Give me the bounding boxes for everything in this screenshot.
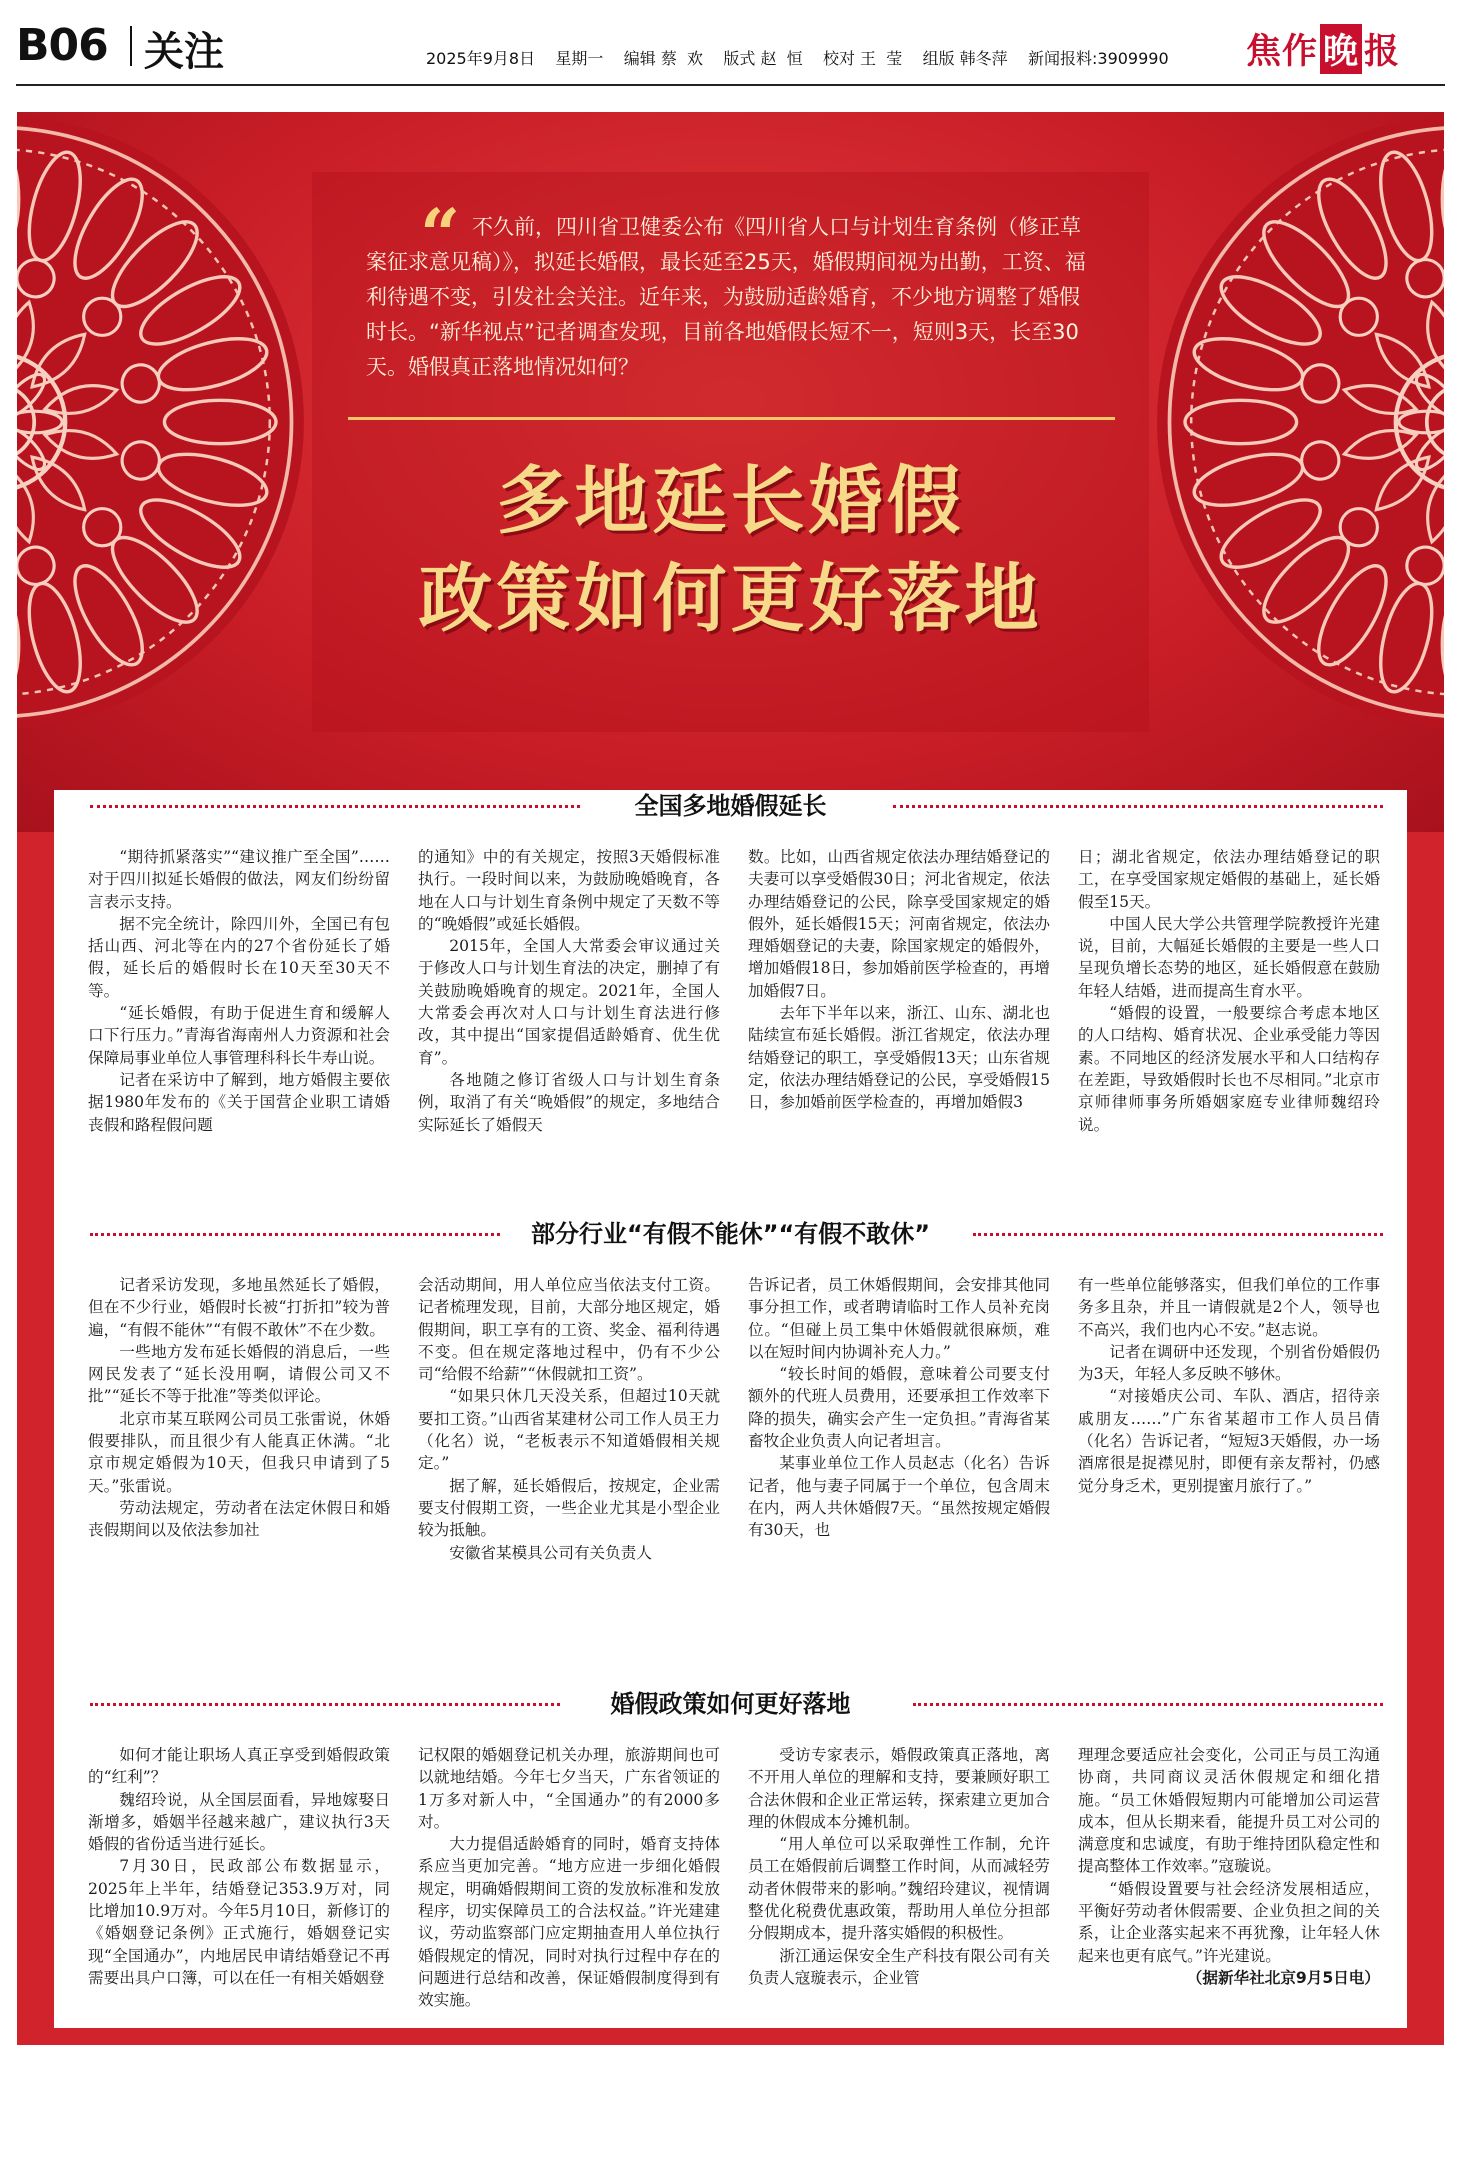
paragraph: 记者在调研中还发现，个别省份婚假仍为3天，年轻人多反映不够休。	[1078, 1342, 1380, 1384]
logo-text-box: 晚	[1320, 24, 1362, 74]
paragraph: “期待抓紧落实”“建议推广至全国”……对于四川拟延长婚假的做法，网友们纷纷留言表示支持。	[88, 848, 390, 911]
paragraph: 去年下半年以来，浙江、山东、湖北也陆续宣布延长婚假。浙江省规定，依法办理结婚登记的职工，享受婚假13天；山东省规定，依法办理结婚登记的公民，享受婚假15日，参加婚前医学检查的，再增加婚假3	[748, 1004, 1050, 1112]
paragraph: 各地随之修订省级人口与计划生育条例，取消了有关“晚婚假”的规定，多地结合实际延长了婚假天	[418, 1070, 720, 1134]
paragraph: 浙江通运保安全生产科技有限公司有关负责人寇璇表示，企业管	[748, 1946, 1050, 1987]
logo-text-right: 报	[1364, 32, 1401, 72]
paragraph: 数。比如，山西省规定依法办理结婚登记的夫妻可以享受婚假30日；河北省规定，依法办理结婚登记的公民，除享受国家规定的婚假外，延长婚假15天；河南省规定，依法办理婚姻登记的夫妻，除国家规定的婚假外，增加婚假18日，参加婚前医学检查的，再增加婚假7日。	[748, 848, 1050, 1000]
paragraph: 受访专家表示，婚假政策真正落地，离不开用人单位的理解和支持，要兼顾好职工合法休假和企业正常运转，探索建立更加合理的休假成本分摊机制。	[748, 1746, 1050, 1831]
section-2-columns	[88, 1274, 1379, 1674]
headline-line-2: 政策如何更好落地	[418, 556, 1043, 642]
masthead-divider	[130, 26, 132, 66]
issue-meta: 2025年9月8日 星期一 编辑 蔡 欢 版式 赵 恒 校对 王 莹 组版 韩冬萍 新闻报料:3909990	[426, 49, 1169, 68]
ornament-right-icon	[1154, 112, 1444, 732]
section-name: 关注	[144, 29, 224, 75]
newspaper-logo	[1246, 24, 1400, 74]
paragraph: 如何才能让职场人真正享受到婚假政策的“红利”？	[88, 1746, 390, 1787]
paragraph: 记权限的婚姻登记机关办理，旅游期间也可以就地结婚。今年七夕当天，广东省领证的1万多对新人中，“全国通办”的有2000多对。	[418, 1746, 720, 1831]
paragraph: 魏绍玲说，从全国层面看，异地嫁娶日渐增多，婚姻半径越来越广，建议执行3天婚假的省份适当进行延长。	[88, 1790, 390, 1854]
paragraph: 北京市某互联网公司员工张雷说，休婚假要排队，而且很少有人能真正休满。“北京市规定婚假为10天，但我只申请到了5天。”张雷说。	[88, 1409, 390, 1495]
lead-paragraph: 不久前，四川省卫健委公布《四川省人口与计划生育条例（修正草案征求意见稿）》，拟延长婚假，最长延至25天，婚假期间视为出勤，工资、福利待遇不变，引发社会关注。近年来，为鼓励适龄婚育，不少地方调整了婚假时长。“新华视点”记者调查发现，目前各地婚假长短不一，短则3天，长至30天。婚假真正落地情况如何？	[366, 215, 1086, 379]
article-column	[748, 846, 1050, 1114]
masthead	[0, 0, 1461, 88]
paragraph: “较长时间的婚假，意味着公司要支付额外的代班人员费用，还要承担工作效率下降的损失，确实会产生一定负担。”青海省某畜牧企业负责人向记者坦言。	[748, 1365, 1050, 1451]
paragraph: “对接婚庆公司、车队、酒店，招待亲戚朋友……”广东省某超市工作人员吕倩（化名）告诉记者，“短短3天婚假，办一场酒席很是捉襟见肘，即便有亲友帮衬，仍感觉分身乏术，更别提蜜月旅行了。”	[1078, 1387, 1380, 1495]
paragraph: “婚假的设置，一般要综合考虑本地区的人口结构、婚育状况、企业承受能力等因素。不同地区的经济发展水平和人口结构存在差距，导致婚假时长也不尽相同。”北京市京师律师事务所婚姻家庭专业律师魏绍玲说。	[1078, 1004, 1380, 1134]
paragraph: 大力提倡适龄婚育的同时，婚育支持体系应当更加完善。“地方应进一步细化婚假规定，明确婚假期间工资的发放标准和发放程序，切实保障员工的合法权益。”许光建建议，劳动监察部门应定期抽查用人单位执行婚假规定的情况，同时对执行过程中存在的问题进行总结和改善，保证婚假制度得到有效实施。	[418, 1835, 720, 2010]
masthead-rule	[16, 84, 1445, 86]
subhead-title: 部分行业“有假不能休”“有假不敢休”	[530, 1220, 931, 1248]
article-column	[418, 1744, 720, 2012]
ornament-left-icon	[17, 112, 307, 732]
paragraph: 据不完全统计，除四川外，全国已有包括山西、河北等在内的27个省份延长了婚假，延长后的婚假时长在10天至30天不等。	[88, 914, 390, 1000]
paragraph: 告诉记者，员工休婚假期间，会安排其他同事分担工作，或者聘请临时工作人员补充岗位。“但碰上员工集中休婚假就很麻烦，难以在短时间内协调补充人力。”	[748, 1276, 1050, 1361]
quote-mark-icon: “	[420, 193, 461, 276]
article-column	[88, 846, 390, 1136]
paragraph: 的通知》中的有关规定，按照3天婚假标准执行。一段时间以来，为鼓励晚婚晚育，各地在人口与计划生育条例中规定了天数不等的“晚婚假”或延长婚假。	[418, 848, 720, 933]
paragraph: 有一些单位能够落实，但我们单位的工作事务多且杂，并且一请假就是2个人，领导也不高兴，我们也内心不安。”赵志说。	[1078, 1276, 1380, 1339]
page-headline	[310, 452, 1151, 648]
paragraph: 会活动期间，用人单位应当依法支付工资。记者梳理发现，目前，大部分地区规定，婚假期间，职工享有的工资、奖金、福利待遇不变。但在规定落地过程中，仍有不少公司“给假不给薪”“休假就扣工资”。	[418, 1276, 720, 1384]
paragraph: 某事业单位工作人员赵志（化名）告诉记者，他与妻子同属于一个单位，包含周末在内，两人共休婚假7天。“虽然按规定婚假有30天，也	[748, 1454, 1050, 1540]
article-column	[88, 1274, 390, 1542]
article-column	[748, 1744, 1050, 1989]
paragraph: 一些地方发布延长婚假的消息后，一些网民发表了“延长没用啊，请假公司又不批”“延长不等于批准”等类似评论。	[88, 1342, 390, 1406]
subhead-title: 全国多地婚假延长	[634, 792, 827, 820]
paragraph: 2015年，全国人大常委会审议通过关于修改人口与计划生育法的决定，删掉了有关鼓励晚婚晚育的规定。2021年，全国人大常委会再次对人口与计划生育法进行修改，其中提出“国家提倡适龄婚育、优生优育”。	[418, 937, 720, 1067]
paragraph: 劳动法规定，劳动者在法定休假日和婚丧假期间以及依法参加社	[88, 1498, 390, 1540]
article-column	[88, 1744, 390, 1989]
subhead-1	[54, 790, 1407, 822]
logo-text-left: 焦作	[1246, 32, 1319, 72]
article-column	[748, 1274, 1050, 1542]
article-body	[54, 790, 1407, 2028]
page-number: B06	[16, 20, 108, 71]
article-column	[418, 846, 720, 1136]
article-column	[1078, 846, 1380, 1136]
section-1-columns	[88, 846, 1379, 1246]
paragraph: “婚假设置要与社会经济发展相适应，平衡好劳动者休假需要、企业负担之间的关系，让企业落实起来不再犹豫，让年轻人休起来也更有底气。”许光建说。	[1078, 1879, 1380, 1965]
paragraph: 安徽省某模具公司有关负责人	[449, 1543, 652, 1562]
subhead-3	[54, 1688, 1407, 1720]
headline-line-1: 多地延长婚假	[496, 458, 965, 544]
paragraph: 日；湖北省规定，依法办理结婚登记的职工，在享受国家规定婚假的基础上，延长婚假至15天。	[1078, 848, 1380, 911]
paragraph: “用人单位可以采取弹性工作制，允许员工在婚假前后调整工作时间，从而减轻劳动者休假带来的影响。”魏绍玲建议，视情调整优化税费优惠政策，帮助用人单位分担部分假期成本，提升落实婚假的积极性。	[748, 1835, 1050, 1943]
paragraph: “如果只休几天没关系，但超过10天就要扣工资。”山西省某建材公司工作人员王力（化名）说，“老板表示不知道婚假相关规定。”	[418, 1387, 720, 1473]
section-3-columns	[88, 1744, 1379, 2034]
paragraph: 理理念要适应社会变化，公司正与员工沟通协商，共同商议灵活休假规定和细化措施。“员工休婚假短期内可能增加公司运营成本，但从长期来看，能提升员工对公司的满意度和忠诚度，有助于维持团队稳定性和提高整体工作效率。”寇璇说。	[1078, 1746, 1380, 1876]
paragraph: “延长婚假，有助于促进生育和缓解人口下行压力。”青海省海南州人力资源和社会保障局事业单位人事管理科科长牛寿山说。	[88, 1004, 390, 1067]
article-column	[1078, 1274, 1380, 1497]
paragraph: 记者在采访中了解到，地方婚假主要依据1980年发布的《关于国营企业职工请婚丧假和路程假问题	[88, 1070, 390, 1134]
paragraph: 据了解，延长婚假后，按规定，企业需要支付假期工资，一些企业尤其是小型企业较为抵触。	[418, 1476, 720, 1540]
paragraph: 中国人民大学公共管理学院教授许光建说，目前，大幅延长婚假的主要是一些人口呈现负增长态势的地区，延长婚假意在鼓励年轻人结婚，进而提高生育水平。	[1078, 914, 1380, 1000]
byline: （据新华社北京9月5日电）	[1186, 1968, 1380, 1987]
paragraph: 记者采访发现，多地虽然延长了婚假，但在不少行业，婚假时长被“打折扣”较为普遍，“有假不能休”“有假不敢休”不在少数。	[88, 1276, 390, 1339]
subhead-2	[54, 1218, 1407, 1250]
paragraph: 7月30日，民政部公布数据显示，2025年上半年，结婚登记353.9万对，同比增加10.9万对。今年5月10日，新修订的《婚姻登记条例》正式施行，婚姻登记实现“全国通办”，内地居民申请结婚登记不再需要出具户口簿，可以在任一有相关婚姻登	[88, 1857, 390, 1987]
subhead-title: 婚假政策如何更好落地	[610, 1690, 851, 1718]
article-column	[1078, 1744, 1380, 1989]
lead-divider	[348, 417, 1115, 420]
article-column	[418, 1274, 720, 1564]
